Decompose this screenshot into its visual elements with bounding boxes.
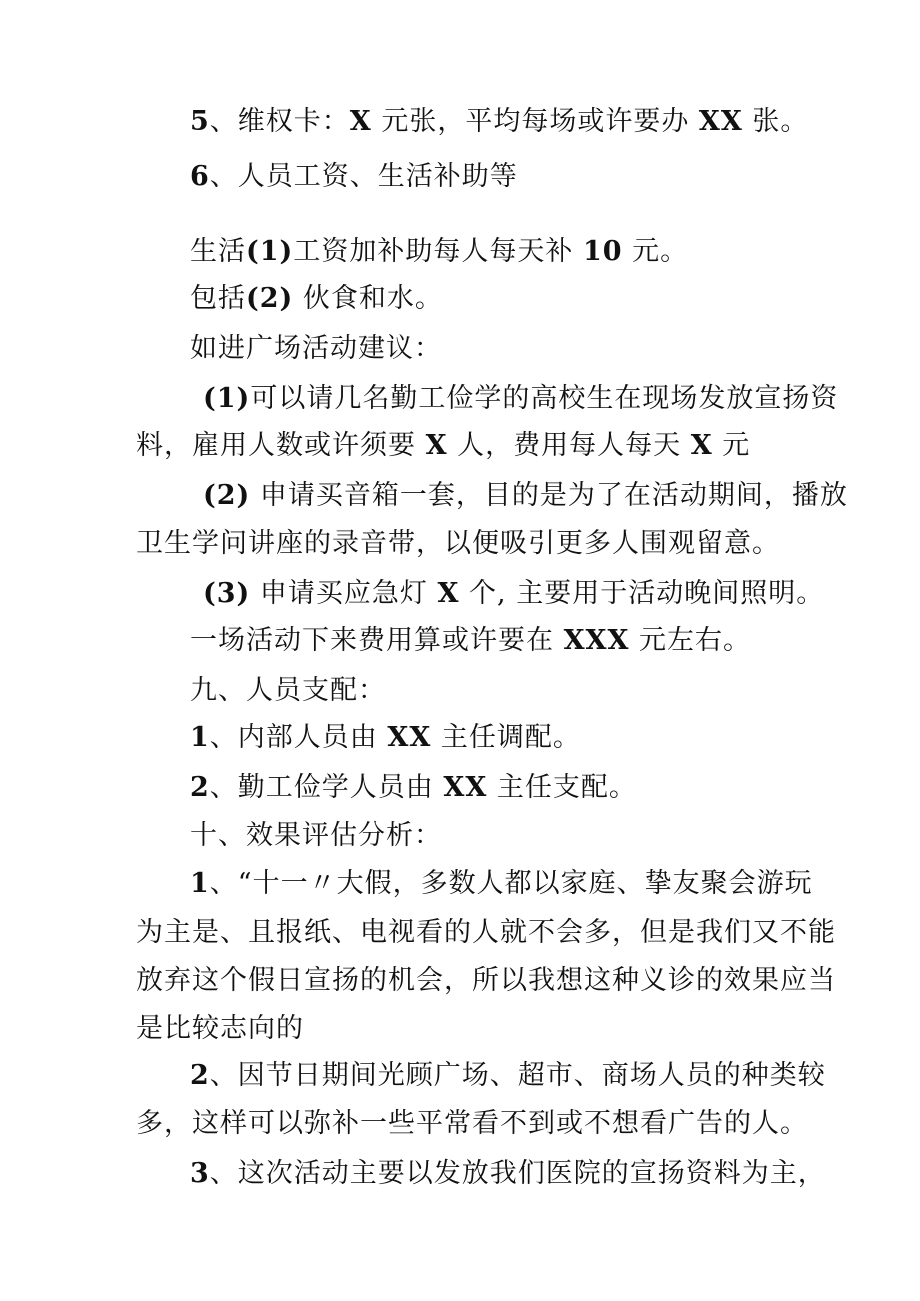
text-run: 主任调配。: [431, 722, 581, 753]
bold-run: (1): [203, 383, 251, 414]
text-line: [136, 965, 836, 997]
text-line: [190, 333, 442, 365]
text-run: 张。: [742, 106, 809, 137]
text-line: [190, 722, 581, 754]
text-run: 元张，平均每场或许要办: [371, 106, 699, 137]
text-line: [190, 675, 386, 707]
bold-run: 1: [190, 722, 210, 753]
text-run: 、维权卡：: [209, 106, 350, 137]
text-run: 、人员工资、生活补助等: [209, 161, 518, 192]
text-run: 生活: [190, 236, 246, 267]
text-run: 、“十一〃大假，多数人都以家庭、挚友聚会游玩: [209, 868, 813, 899]
text-run: 如进广场活动建议：: [190, 333, 442, 364]
text-run: 是比较志向的: [136, 1013, 304, 1044]
text-run: 十、效果评估分析：: [190, 820, 442, 851]
bold-run: XX: [387, 722, 432, 753]
bold-run: 10: [582, 236, 623, 267]
bold-run: (1): [246, 236, 294, 267]
text-line: [190, 106, 808, 138]
bold-run: XX: [698, 106, 743, 137]
text-run: 、勤工俭学人员由: [209, 772, 444, 803]
text-run: 、内部人员由: [209, 722, 388, 753]
text-run: 个, 主要用于活动晚间照明。: [459, 578, 825, 609]
text-run: 一场活动下来费用算或许要在: [190, 625, 564, 656]
bold-run: (3): [203, 578, 251, 609]
bold-run: (2): [203, 480, 251, 511]
text-run: 元左右。: [629, 625, 752, 656]
bold-run: 2: [190, 1060, 210, 1091]
text-line: [136, 1013, 304, 1045]
text-line: [136, 1108, 808, 1140]
text-line: [136, 430, 750, 462]
bold-run: (2): [246, 283, 294, 314]
bold-run: 5: [190, 106, 210, 137]
text-line: [190, 1060, 826, 1092]
text-run: 九、人员支配：: [190, 675, 386, 706]
text-run: 为主是、且报纸、电视看的人就不会多，但是我们又不能: [136, 917, 836, 948]
text-line: [190, 625, 751, 657]
text-run: 卫生学问讲座的录音带，以便吸引更多人围观留意。: [136, 528, 780, 559]
bold-run: X: [437, 578, 460, 609]
bold-run: XX: [443, 772, 488, 803]
bold-run: X: [690, 430, 713, 461]
text-run: 、这次活动主要以发放我们医院的宣扬资料为主，: [209, 1158, 826, 1189]
bold-run: 3: [190, 1158, 210, 1189]
text-run: 申请买应急灯: [250, 578, 438, 609]
bold-run: 1: [190, 868, 210, 899]
text-run: 元: [712, 430, 751, 461]
text-line: [190, 820, 442, 852]
text-line: [190, 868, 813, 900]
text-line: [203, 480, 848, 512]
text-run: 料，雇用人数或许须要: [136, 430, 426, 461]
text-run: 可以请几名勤工俭学的高校生在现场发放宣扬资: [250, 383, 839, 414]
bold-run: XXX: [563, 625, 630, 656]
text-run: 、因节日期间光顾广场、超市、商场人员的种类较: [209, 1060, 826, 1091]
text-run: 多，这样可以弥补一些平常看不到或不想看广告的人。: [136, 1108, 808, 1139]
text-run: 伙食和水。: [293, 283, 443, 314]
text-run: 元。: [622, 236, 689, 267]
text-line: [203, 578, 824, 610]
bold-run: 2: [190, 772, 210, 803]
text-line: [190, 283, 443, 315]
text-run: 放弃这个假日宣扬的机会，所以我想这种义诊的效果应当: [136, 965, 836, 996]
text-run: 工资加补助每人每天补: [293, 236, 583, 267]
text-line: [190, 161, 518, 193]
text-run: 申请买音箱一套，目的是为了在活动期间，播放: [250, 480, 848, 511]
bold-run: 6: [190, 161, 210, 192]
text-line: [190, 772, 637, 804]
text-line: [190, 236, 688, 268]
text-run: 主任支配。: [487, 772, 637, 803]
text-line: [136, 917, 836, 949]
text-line: [190, 1158, 826, 1190]
text-line: [203, 383, 838, 415]
bold-run: X: [425, 430, 448, 461]
bold-run: X: [349, 106, 372, 137]
text-line: [136, 528, 780, 560]
text-run: 人，费用每人每天: [447, 430, 691, 461]
text-run: 包括: [190, 283, 246, 314]
